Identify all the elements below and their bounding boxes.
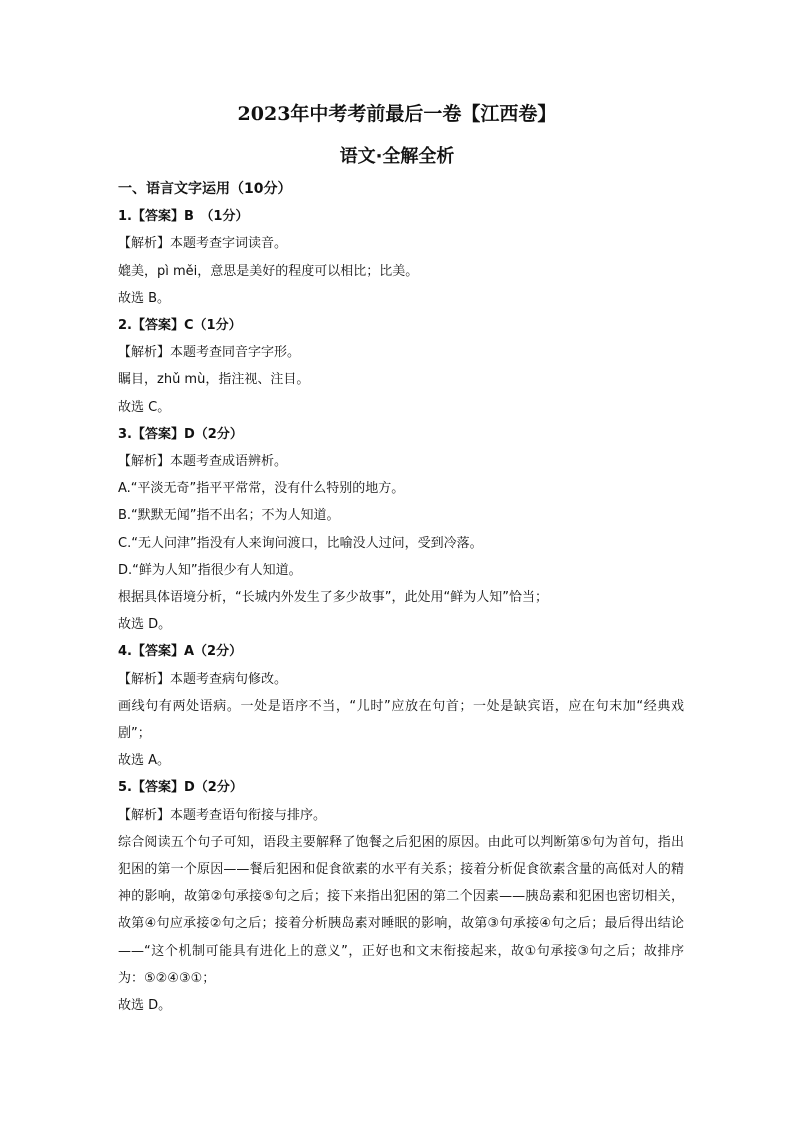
analysis-4-line-1: 【解析】本题考查病句修改。: [118, 671, 288, 687]
analysis-4-line-3: 故选 A。: [118, 753, 171, 769]
analysis-1-line-1: 【解析】本题考查字词读音。: [118, 236, 288, 252]
analysis-3-option-c: C.“无人问津”指没有人来询问渡口，比喻没人过问，受到冷落。: [118, 535, 483, 551]
answer-5: 5.【答案】D（2分）: [118, 780, 243, 796]
analysis-4-paragraph: 画线句有两处语病。一处是语序不当，“儿时”应放在句首；一处是缺宾语，应在句末加“经典戏剧”；: [118, 698, 684, 742]
analysis-3-option-b: B.“默默无闻”指不出名；不为人知道。: [118, 508, 340, 524]
analysis-5-line-3: 故选 D。: [118, 998, 172, 1014]
answer-2: 2.【答案】C（1分）: [118, 318, 242, 334]
analysis-5-line-1: 【解析】本题考查语句衔接与排序。: [118, 807, 327, 823]
analysis-2-line-3: 故选 C。: [118, 399, 171, 415]
analysis-3-option-d: D.“鲜为人知”指很少有人知道。: [118, 562, 302, 578]
analysis-2-line-1: 【解析】本题考查同音字字形。: [118, 345, 301, 361]
section-heading: 一、语言文字运用（10分）: [118, 181, 292, 197]
analysis-2-line-2: 瞩目，zhǔ mù，指注视、注目。: [118, 372, 310, 388]
answer-3: 3.【答案】D（2分）: [118, 426, 243, 442]
analysis-1-line-2: 媲美，pì měi，意思是美好的程度可以相比；比美。: [118, 263, 419, 279]
answer-1: 1.【答案】B （1分）: [118, 209, 249, 225]
analysis-3-option-a: A.“平淡无奇”指平平常常，没有什么特别的地方。: [118, 481, 405, 497]
answer-4: 4.【答案】A（2分）: [118, 644, 243, 660]
analysis-3-line-6: 根据具体语境分析，“长城内外发生了多少故事”，此处用“鲜为人知”恰当；: [118, 590, 548, 606]
content-body: [118, 176, 684, 1019]
page-subtitle: 语文·全解全析: [339, 146, 455, 167]
analysis-5-paragraph: 综合阅读五个句子可知，语段主要解释了饱餐之后犯困的原因。由此可以判断第⑤句为首句，指出犯困的第一个原因——餐后犯困和促食欲素的水平有关系；接着分析促食欲素含量的高低对人的精神的影响，故第②句承接⑤句之后；接下来指出犯困的第二个因素——胰岛素和犯困也密切相关，故第④句应承接②句之后；接着分析胰岛素对睡眠的影响，故第③句承接④句之后；最后得出结论——“这个机制可能具有进化上的意义”，正好也和文末衔接起来，故①句承接③句之后；故排序为：⑤②④③①；: [118, 834, 684, 986]
page-title: 2023年中考考前最后一卷【江西卷】: [237, 103, 557, 125]
analysis-3-line-1: 【解析】本题考查成语辨析。: [118, 454, 288, 470]
analysis-3-line-7: 故选 D。: [118, 617, 172, 633]
analysis-1-line-3: 故选 B。: [118, 290, 171, 306]
